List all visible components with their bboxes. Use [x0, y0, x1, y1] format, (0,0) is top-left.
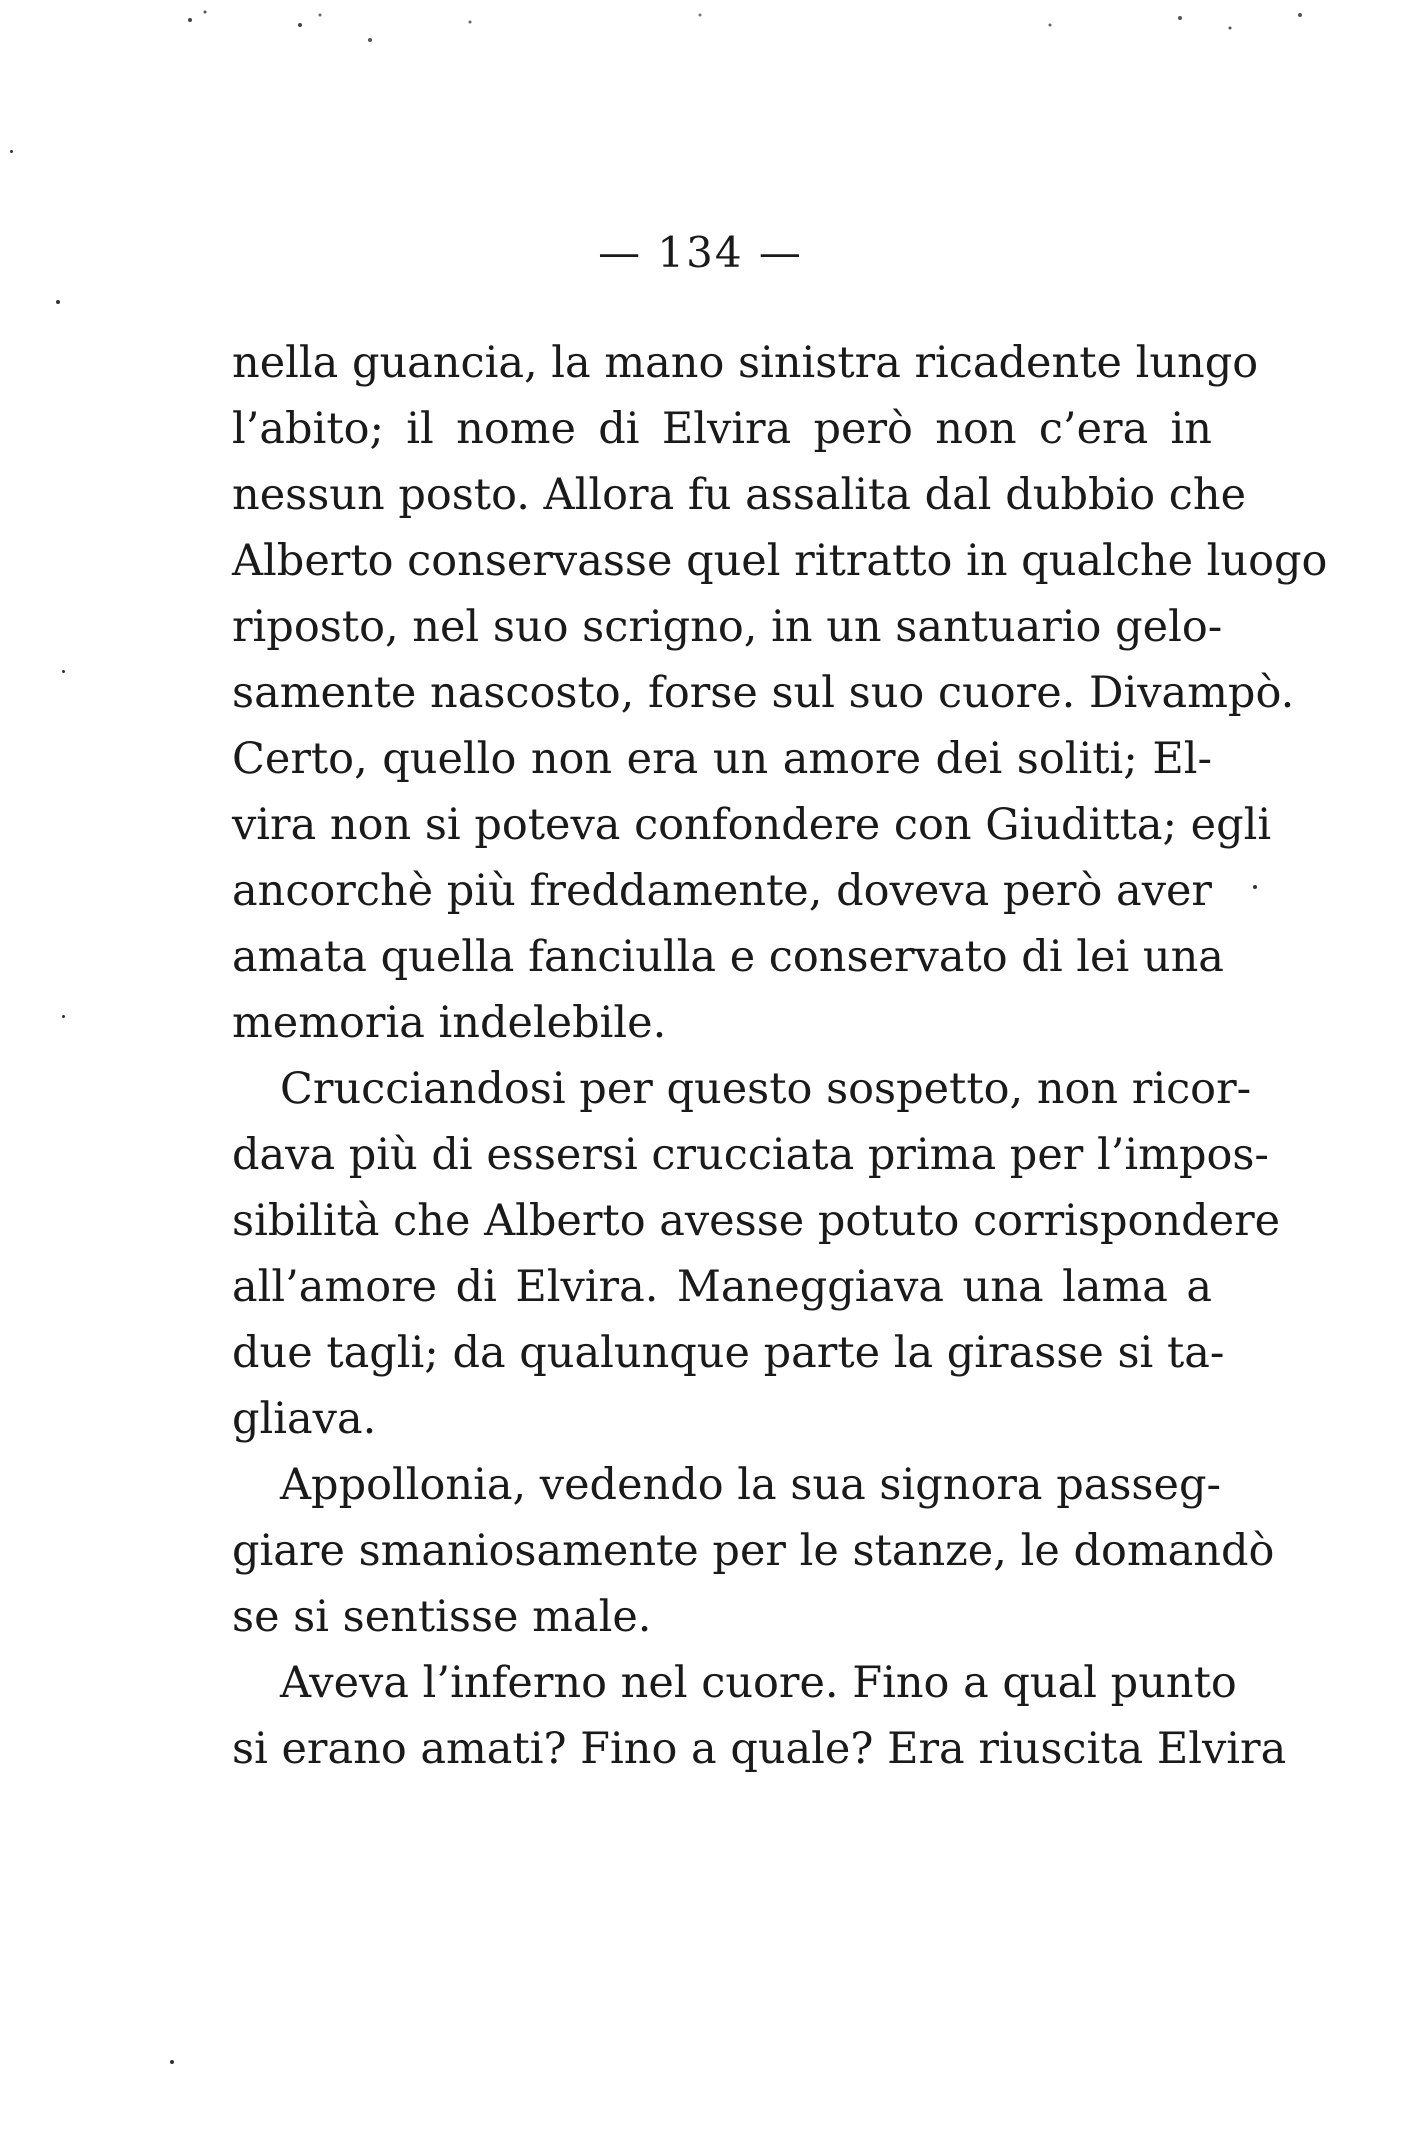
text-line: Aveva l’inferno nel cuore. Fino a qual punto	[280, 1658, 1237, 1708]
body-text	[232, 330, 1328, 1782]
text-line: due tagli; da qualunque parte la girasse si ta-	[232, 1328, 1225, 1378]
text-line: Alberto conservasse quel ritratto in qualche luogo	[232, 536, 1328, 586]
text-line: ancorchè più freddamente, doveva però aver	[232, 866, 1212, 916]
text-line: se si sentisse male.	[232, 1592, 652, 1642]
text-line: si erano amati? Fino a quale? Era riuscita Elvira	[232, 1724, 1287, 1774]
paragraph	[232, 1650, 1287, 1782]
text-line: giare smaniosamente per le stanze, le domandò	[232, 1526, 1275, 1576]
text-line: nessun posto. Allora fu assalita dal dubbio che	[232, 470, 1247, 520]
margin-speck	[1253, 885, 1257, 889]
text-line: vira non si poteva confondere con Giuditta; egli	[232, 800, 1272, 850]
paragraph	[232, 1056, 1281, 1452]
text-line: amata quella fanciulla e conservato di lei una	[232, 932, 1224, 982]
margin-speck	[56, 300, 60, 304]
margin-speck	[170, 2060, 174, 2064]
margin-speck	[62, 670, 65, 673]
text-line: memoria indelebile.	[232, 998, 667, 1048]
paragraph	[232, 330, 1328, 1056]
text-line: nella guancia, la mano sinistra ricadente lungo	[232, 338, 1259, 388]
scan-noise	[0, 0, 1401, 70]
text-line: all’amore di Elvira. Maneggiava una lama a	[232, 1262, 1212, 1312]
text-line: Crucciandosi per questo sospetto, non ricor-	[280, 1064, 1252, 1114]
text-line: sibilità che Alberto avesse potuto corrispondere	[232, 1196, 1281, 1246]
text-line: dava più di essersi crucciata prima per l’impos-	[232, 1130, 1269, 1180]
paragraph	[232, 1452, 1275, 1650]
text-line: Certo, quello non era un amore dei soliti; El-	[232, 734, 1212, 784]
text-line: riposto, nel suo scrigno, in un santuario gelo-	[232, 602, 1223, 652]
text-line: l’abito; il nome di Elvira però non c’era in	[232, 404, 1212, 454]
text-line: Appollonia, vedendo la sua signora passeg-	[280, 1460, 1222, 1510]
margin-speck	[62, 1015, 65, 1018]
margin-speck	[10, 150, 13, 153]
text-line: gliava.	[232, 1394, 377, 1444]
text-line: samente nascosto, forse sul suo cuore. Divampò.	[232, 668, 1295, 718]
page-number: — 134 —	[598, 228, 803, 277]
